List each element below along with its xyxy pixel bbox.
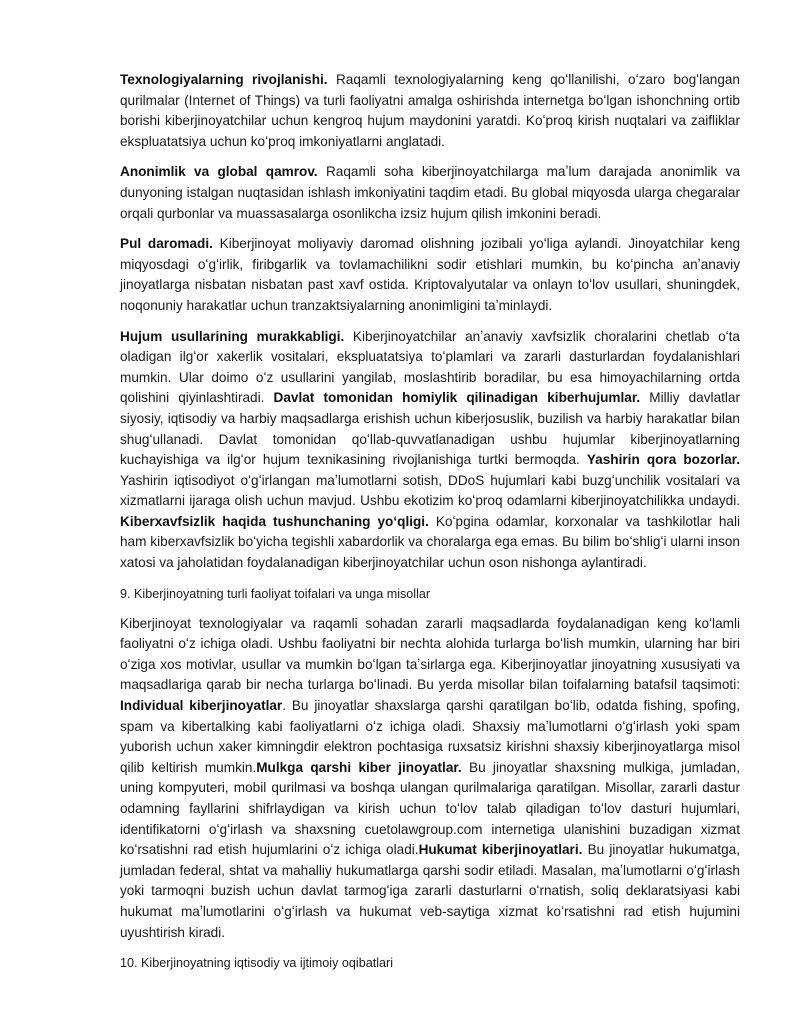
- lead-term: Hujum usullarining murakkabligi.: [120, 328, 345, 344]
- paragraph-text: Kiberjinoyatchilar anʼanaviy xavfsizlik choralarini chetlab oʻta oladigan ilgʻor xakerlik vositalari, ekspluatatsiya toʻplamlari va zararli dasturlardan foydalanishlari mumkin. Ular doimo oʻz usullarini yangilab, moslashtirib boradilar, bu esa himoyachilarning ortda qolishini qiyinlashtiradi.: [120, 328, 740, 406]
- lead-term: Yashirin qora bozorlar.: [586, 452, 740, 468]
- paragraph-text: Kiberjinoyat moliyaviy daromad olishning jozibali yoʻliga aylandi. Jinoyatchilar keng miqyosdagi oʻgʻirlik, firibgarlik va tovlamachilikni sodir etishlari mumkin, bu koʻpincha anʼanaviy jinoyatlarga nisbatan nisbatan past xavf ostida. Kriptovalyutalar va onlayn toʻlov usullari, shuningdek, noqonuniy harakatlar uchun tranzaktsiyalarning anonimligini taʼminlaydi.: [120, 236, 740, 313]
- paragraph-technology-development: [120, 70, 740, 152]
- section-heading-10: 10. Kiberjinoyatning iqtisodiy va ijtimoiy oqibatlari: [120, 956, 394, 971]
- paragraph-text: . Bu jinoyatlar shaxslarga qarshi qaratilgan boʻlib, odatda fishing, spofing, spam va kibertalking kabi faoliyatlarni oʻz ichiga oladi. Shaxsiy maʼlumotlarni oʻgʻirlash yoki spam yuborish uchun xaker kimningdir elektron pochtasiga ruxsatsiz kirishni shaxsiy kiberjinoyatlarga misol qilib keltirish mumkin.: [120, 698, 740, 775]
- paragraph-text: Yashirin iqtisodiyot oʻgʻirlangan maʼlumotlarni sotish, DDoS hujumlari kabi buzgʻunchilik vositalari va xizmatlarni ijaraga olish uchun mavjud. Ushbu ekotizim koʻproq odamlarni kiberjinoyatchilikka undaydi.: [120, 472, 740, 509]
- paragraph-anonymity: [120, 162, 740, 224]
- lead-term: Pul daromadi.: [120, 236, 213, 252]
- section-heading-9: 9. Kiberjinoyatning turli faoliyat toifalari va unga misollar: [120, 586, 431, 601]
- paragraph-text: Kiberjinoyat texnologiyalar va raqamli sohadan zararli maqsadlarda foydalanadigan keng koʻlamli faoliyatni oʻz ichiga oladi. Ushbu faoliyatni bir nechta alohida turlarga boʻlish mumkin, ularning har biri oʻziga xos motivlar, usullar va mumkin boʻlgan taʼsirlarga ega. Kiberjinoyatlar jinoyatning xususiyati va maqsadlariga qarab bir necha turlarga boʻlinadi. Bu yerda misollar bilan toifalarning batafsil taqsimoti:: [120, 615, 740, 693]
- lead-term: Davlat tomonidan homiylik qilinadigan kiberhujumlar.: [273, 390, 641, 406]
- lead-term: Hukumat kiberjinoyatlari.: [418, 842, 583, 858]
- lead-term: Anonimlik va global qamrov.: [120, 164, 318, 180]
- paragraph-monetary-gain: [120, 234, 740, 316]
- lead-term: Kiberxavfsizlik haqida tushunchaning yoʻqligi.: [120, 513, 429, 529]
- paragraph-text: Raqamli soha kiberjinoyatchilarga maʼlum darajada anonimlik va dunyoning istalgan nuqtasidan ishlash imkoniyatini taqdim etadi. Bu global miqyosda ularga chegaralar orqali qurbonlar va muassasalarga osonlikcha izsiz hujum qilish imkonini beradi.: [120, 164, 740, 221]
- paragraph-attack-complexity: [120, 327, 740, 574]
- document-page: [120, 70, 740, 983]
- paragraph-text: Koʻpgina odamlar, korxonalar va tashkilotlar hali ham kiberxavfsizlik boʻyicha tegishli xabardorlik va choralarga ega emas. Bu bilim boʻshligʻi ularni inson xatosi va jaholatidan foydalanadigan kiberjinoyatchilar uchun oson nishonga aylantiradi.: [120, 513, 741, 571]
- paragraph-cybercrime-categories: [120, 614, 740, 944]
- lead-term: Mulkga qarshi kiber jinoyatlar.: [256, 759, 462, 775]
- paragraph-text: Raqamli texnologiyalarning keng qoʻllanilishi, oʻzaro bogʻlangan qurilmalar (Internet of Things) va turli faoliyatni amalga oshirishda internetga boʻlgan ishonchning ortib borishi kiberjinoyatchilar uchun kengroq hujum maydonini yaratdi. Koʻproq kirish nuqtalari va zaifliklar ekspluatatsiya uchun koʻproq imkoniyatlarni anglatadi.: [120, 72, 740, 149]
- paragraph-text: Bu jinoyatlar shaxsning mulkiga, jumladan, uning kompyuteri, mobil qurilmasi va boshqa ulangan qurilmalariga qaratilgan. Misollar, zararli dastur odamning fayllarini shifrlaydigan va kirish uchun toʻlov talab qiladigan toʻlov dasturi hujumlari, identifikatorni oʻgʻirlash va shaxsning cuetolawgroup.com internetiga ulanishini buzadigan xizmat koʻrsatishni rad etish hujumlarini oʻz ichiga oladi.: [120, 759, 740, 858]
- lead-term: Individual kiberjinoyatlar: [120, 698, 283, 714]
- paragraph-text: Milliy davlatlar siyosiy, iqtisodiy va harbiy maqsadlarga erishish uchun kiberjosuslik, buzilish va harbiy harakatlar bilan shugʻullanadi. Davlat tomonidan qoʻllab-quvvatlanadigan ushbu hujumlar kiberjinoyatlarning kuchayishiga va ilgʻor hujum texnikasining rivojlanishiga turtki bermoqda.: [120, 390, 741, 468]
- lead-term: Texnologiyalarning rivojlanishi.: [120, 72, 328, 87]
- paragraph-text: Bu jinoyatlar hukumatga, jumladan federal, shtat va mahalliy hukumatlarga qarshi sodir etiladi. Masalan, maʼlumotlarni oʻgʻirlash yoki tarmoqni buzish uchun davlat tarmogʻiga zararli dasturlarni oʻrnatish, soliq deklaratsiyasi kabi hukumat maʼlumotlarini oʻgʻirlash va hukumat veb-saytiga xizmat koʻrsatishni rad etish hujumini uyushtirish kiradi.: [120, 842, 740, 940]
